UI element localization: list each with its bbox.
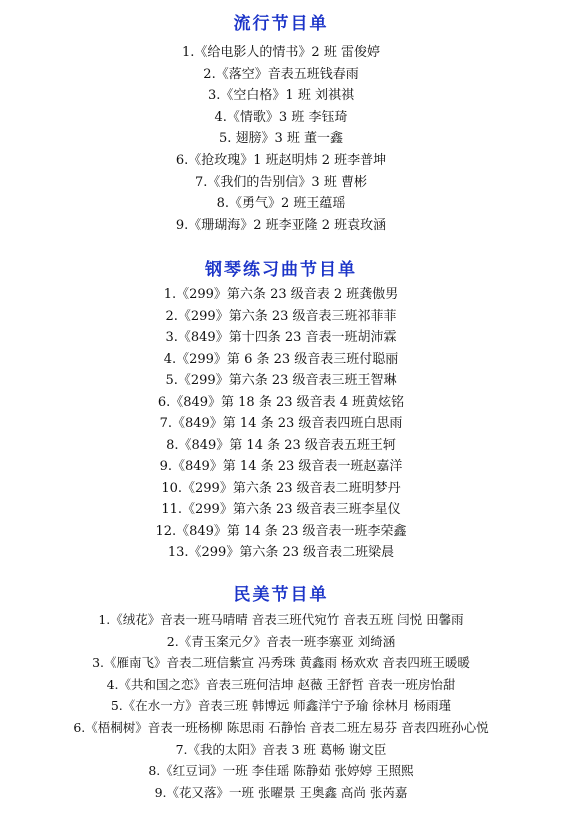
list-item: 6.《849》第 18 条 23 级音表 4 班黄炫铭 <box>157 394 405 410</box>
folk-program-list <box>0 609 562 803</box>
list-item: 5.《299》第六条 23 级音表三班王智琳 <box>165 373 397 388</box>
piano-program-list <box>0 284 562 564</box>
list-item: 3.《空白格》1 班 刘祺祺 <box>208 88 354 104</box>
list-item: 8.《红豆词》一班 李佳瑶 陈静茹 张婷婷 王照熙 <box>148 763 414 779</box>
list-item: 4.《情歌》3 班 李钰琦 <box>214 109 348 125</box>
list-item: 6.《抢玫瑰》1 班赵明炜 2 班李普坤 <box>175 152 387 168</box>
section-title-piano: 钢琴练习曲节目单 <box>205 260 357 280</box>
list-item: 8.《849》第 14 条 23 级音表五班王轲 <box>166 437 396 453</box>
list-item: 5.《在水一方》音表三班 韩博远 师鑫洋宁予瑜 徐林月 杨雨瑾 <box>110 698 452 714</box>
list-item: 1.《绒花》音表一班马晴晴 音表三班代宛竹 音表五班 闫悦 田馨雨 <box>98 612 464 627</box>
list-item: 13.《299》第六条 23 级音表二班梁晨 <box>167 545 395 560</box>
list-item: 2.《落空》音表五班钱春雨 <box>203 66 359 82</box>
list-item: 7.《我的太阳》音表 3 班 葛畅 谢文臣 <box>175 741 387 757</box>
list-item: 4.《共和国之恋》音表三班何洁坤 赵薇 王舒哲 音表一班房怡甜 <box>106 676 456 692</box>
list-item: 9.《849》第 14 条 23 级音表一班赵嘉洋 <box>159 459 403 474</box>
list-item: 8.《勇气》2 班王蕴瑶 <box>216 196 346 212</box>
piano-program-section <box>0 260 562 564</box>
list-item: 10.《299》第六条 23 级音表二班明梦丹 <box>161 480 401 496</box>
list-item: 7.《849》第 14 条 23 级音表四班白思雨 <box>159 416 403 431</box>
list-item: 2.《青玉案元夕》音表一班李寨亚 刘绮涵 <box>166 633 396 649</box>
folk-program-section <box>0 585 562 803</box>
list-item: 9.《花又落》一班 张曜景 王奥鑫 高尚 张芮嘉 <box>154 784 408 800</box>
section-title-pop: 流行节目单 <box>233 14 329 34</box>
section-title-folk: 民美节目单 <box>233 585 329 605</box>
list-item: 1.《给电影人的情书》2 班 雷俊婷 <box>182 45 380 60</box>
list-item: 11.《299》第六条 23 级音表三班李星仪 <box>161 502 401 517</box>
list-item: 2.《299》第六条 23 级音表三班祁菲菲 <box>165 308 397 324</box>
pop-program-list <box>0 42 562 236</box>
list-item: 12.《849》第 14 条 23 级音表一班李荣鑫 <box>155 523 407 539</box>
pop-program-section <box>0 14 562 236</box>
list-item: 3.《雁南飞》音表二班信紫宣 冯秀珠 黄鑫雨 杨欢欢 音表四班王暖暖 <box>92 655 470 671</box>
list-item: 5. 翅膀》3 班 董一鑫 <box>218 131 344 147</box>
list-item: 4.《299》第 6 条 23 级音表三班付聪丽 <box>163 351 399 367</box>
list-item: 1.《299》第六条 23 级音表 2 班龚傲男 <box>163 287 399 302</box>
list-item: 9.《珊瑚海》2 班李亚隆 2 班袁玫涵 <box>175 217 387 233</box>
list-item: 6.《梧桐树》音表一班杨柳 陈思雨 石静怡 音表二班左易芬 音表四班孙心悦 <box>73 719 489 735</box>
list-item: 7.《我们的告别信》3 班 曹彬 <box>195 174 367 190</box>
list-item: 3.《849》第十四条 23 音表一班胡沛霖 <box>165 330 397 345</box>
